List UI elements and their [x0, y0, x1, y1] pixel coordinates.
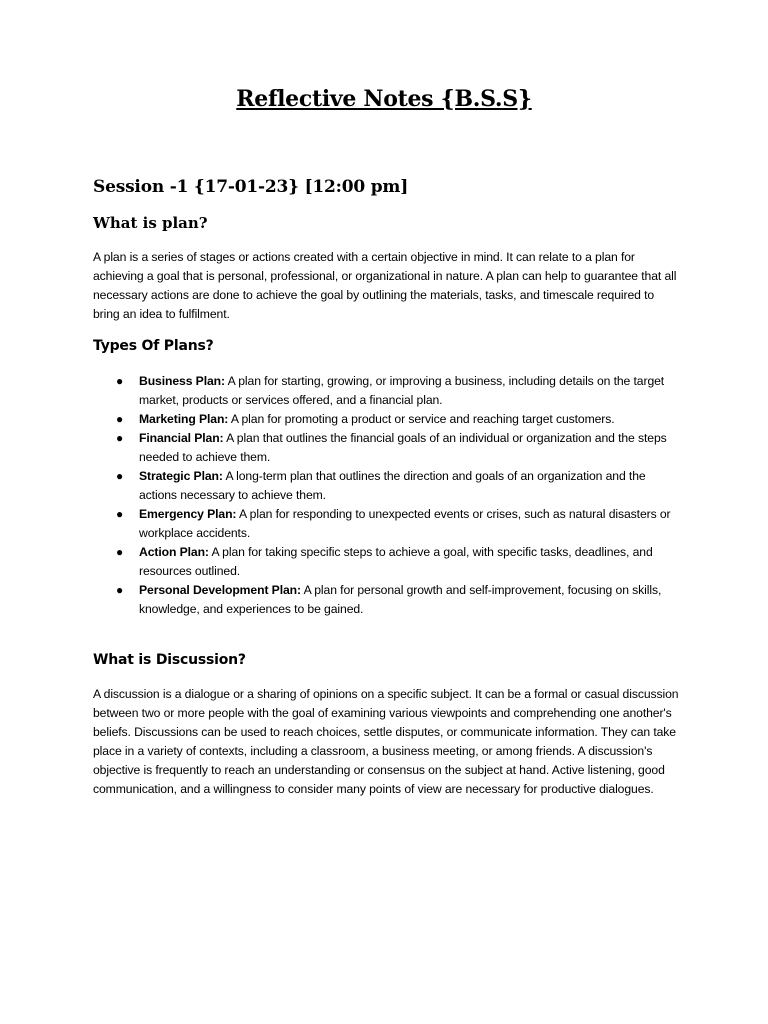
bullet-icon: ● [116, 545, 124, 559]
plan-description: A plan for taking specific steps to achieve a goal, with specific tasks, deadlines, and resources outlined. [139, 545, 653, 578]
plan-description: A plan for personal growth and self-improvement, focusing on skills, knowledge, and experiences to be gained. [139, 583, 662, 616]
session-heading: Session -1 {17-01-23} [12:00 pm] [93, 177, 409, 197]
plan-types-list [93, 372, 683, 619]
document-title: Reflective Notes {B.S.S} [236, 86, 532, 112]
plan-heading: What is plan? [93, 214, 208, 232]
plan-paragraph: A plan is a series of stages or actions created with a certain objective in mind. It can relate to a plan for achieving a goal that is personal, professional, or organizational in nature. A plan can help to guarantee that all necessary actions are done to achieve the goal by outlining the materials, tasks, and timescale required to bring an idea to fulfilment. [93, 250, 677, 321]
list-item-action-plan [93, 543, 683, 581]
plan-name: Personal Development Plan: [139, 583, 301, 597]
types-heading: Types Of Plans? [93, 338, 214, 354]
bullet-icon: ● [116, 507, 124, 521]
discussion-paragraph: A discussion is a dialogue or a sharing of opinions on a specific subject. It can be a formal or casual discussion between two or more people with the goal of examining various viewpoints and comprehending one another's beliefs. Discussions can be used to reach choices, settle disputes, or communicate information. They can take place in a variety of contexts, including a classroom, a business meeting, or among friends. A discussion's objective is frequently to reach an understanding or consensus on the subject at hand. Active listening, good communication, and a willingness to consider many points of view are necessary for productive dialogues. [93, 687, 679, 796]
plan-description: A long-term plan that outlines the direction and goals of an organization and the actions necessary to achieve them. [139, 469, 646, 502]
plan-description: A plan for responding to unexpected events or crises, such as natural disasters or workplace accidents. [139, 507, 671, 540]
bullet-icon: ● [116, 431, 124, 445]
list-item-business-plan [93, 372, 683, 410]
plan-name: Financial Plan: [139, 431, 224, 445]
list-item-marketing-plan [93, 410, 683, 429]
list-item-strategic-plan [93, 467, 683, 505]
list-item-personal-development-plan [93, 581, 683, 619]
list-item-financial-plan [93, 429, 683, 467]
bullet-icon: ● [116, 583, 124, 597]
bullet-icon: ● [116, 412, 124, 426]
plan-name: Strategic Plan: [139, 469, 223, 483]
bullet-icon: ● [116, 469, 124, 483]
plan-name: Action Plan: [139, 545, 209, 559]
plan-name: Business Plan: [139, 374, 225, 388]
bullet-icon: ● [116, 374, 124, 388]
plan-name: Emergency Plan: [139, 507, 237, 521]
discussion-heading: What is Discussion? [93, 652, 246, 668]
plan-description: A plan that outlines the financial goals of an individual or organization and the steps needed to achieve them. [139, 431, 667, 464]
plan-description: A plan for starting, growing, or improving a business, including details on the target market, products or services offered, and a financial plan. [139, 374, 665, 407]
plan-description: A plan for promoting a product or service and reaching target customers. [228, 412, 615, 426]
list-item-emergency-plan [93, 505, 683, 543]
plan-name: Marketing Plan: [139, 412, 229, 426]
